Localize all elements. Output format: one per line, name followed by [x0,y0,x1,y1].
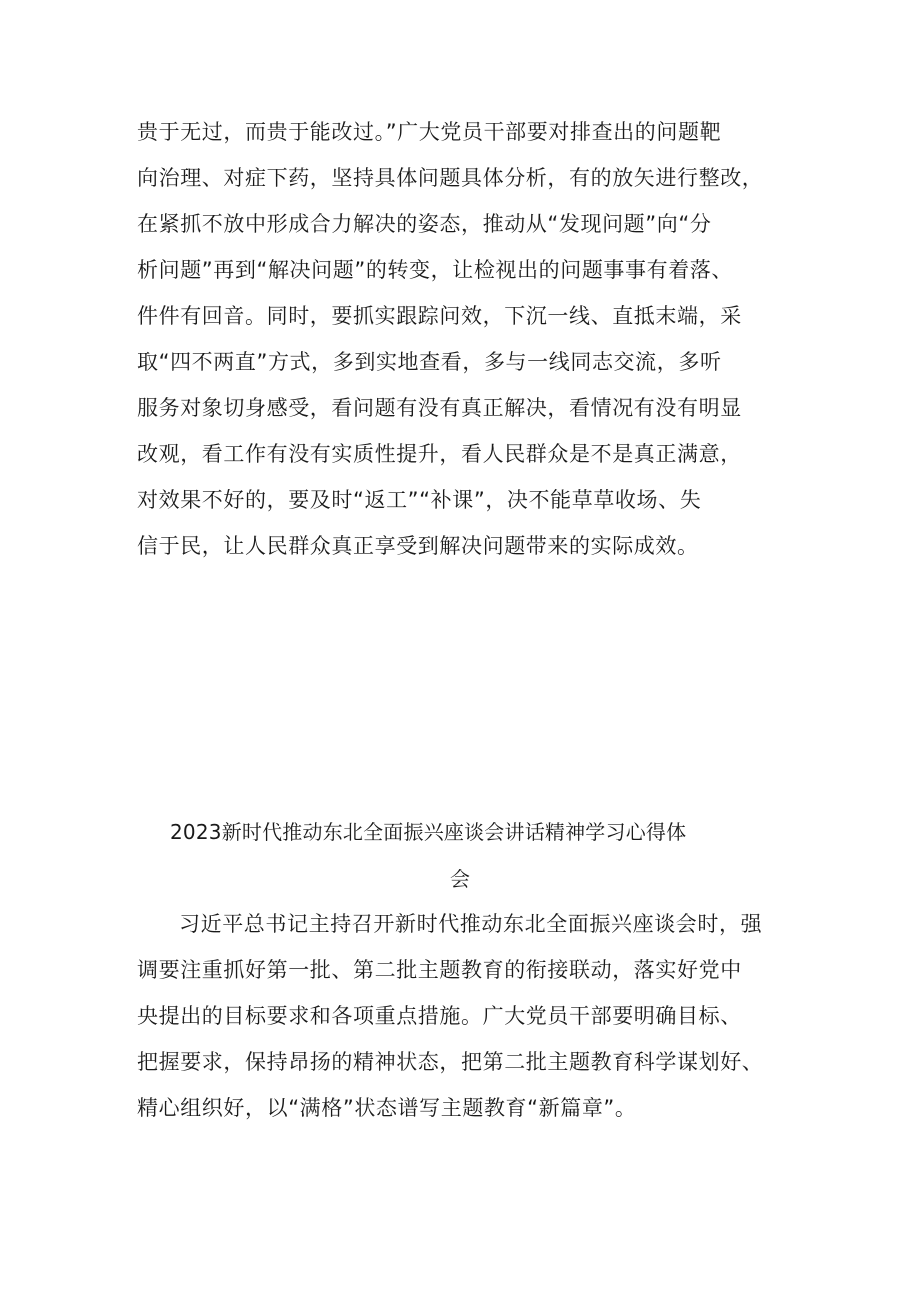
paragraph-line: 服务对象切身感受，看问题有没有真正解决，看情况有没有明显 [137,396,742,420]
paragraph-line: 贵于无过，而贵于能改过。”广大党员干部要对排查出的问题靶 [137,120,722,144]
paragraph-line: 取“四不两直”方式，多到实地查看，多与一线同志交流，多听 [137,350,722,374]
paragraph-text: 习近平总书记主持召开新时代推动东北全面振兴座谈会时，强 [179,912,763,936]
paragraph-line: 析问题”再到“解决问题”的转变，让检视出的问题事事有着落、 [137,258,734,282]
paragraph-line [137,910,762,938]
article-title: 2023新时代推动东北全面振兴座谈会讲话精神学习心得体 [170,820,687,844]
paragraph-line: 对效果不好的，要及时“返工”“补课”，决不能草草收场、失 [137,488,702,512]
paragraph-line: 精心组织好，以“满格”状态谱写主题教育“新篇章”。 [137,1096,637,1120]
paragraph-line: 调要注重抓好第一批、第二批主题教育的衔接联动，落实好党中 [137,958,742,982]
paragraph-line: 把握要求，保持昂扬的精神状态，把第二批主题教育科学谋划好、 [137,1050,764,1074]
paragraph-line: 件件有回音。同时，要抓实跟踪问效，下沉一线、直抵末端，采 [137,304,742,328]
article-title-continuation: 会 [450,867,471,891]
paragraph-line: 在紧抓不放中形成合力解决的姿态，推动从“发现问题”向“分 [137,212,712,236]
paragraph-line: 信于民，让人民群众真正享受到解决问题带来的实际成效。 [137,534,699,558]
paragraph-line: 改观，看工作有没有实质性提升，看人民群众是不是真正满意， [137,442,742,466]
paragraph-line: 向治理、对症下药，坚持具体问题具体分析，有的放矢进行整改， [137,166,764,190]
paragraph-line: 央提出的目标要求和各项重点措施。广大党员干部要明确目标、 [137,1004,742,1028]
